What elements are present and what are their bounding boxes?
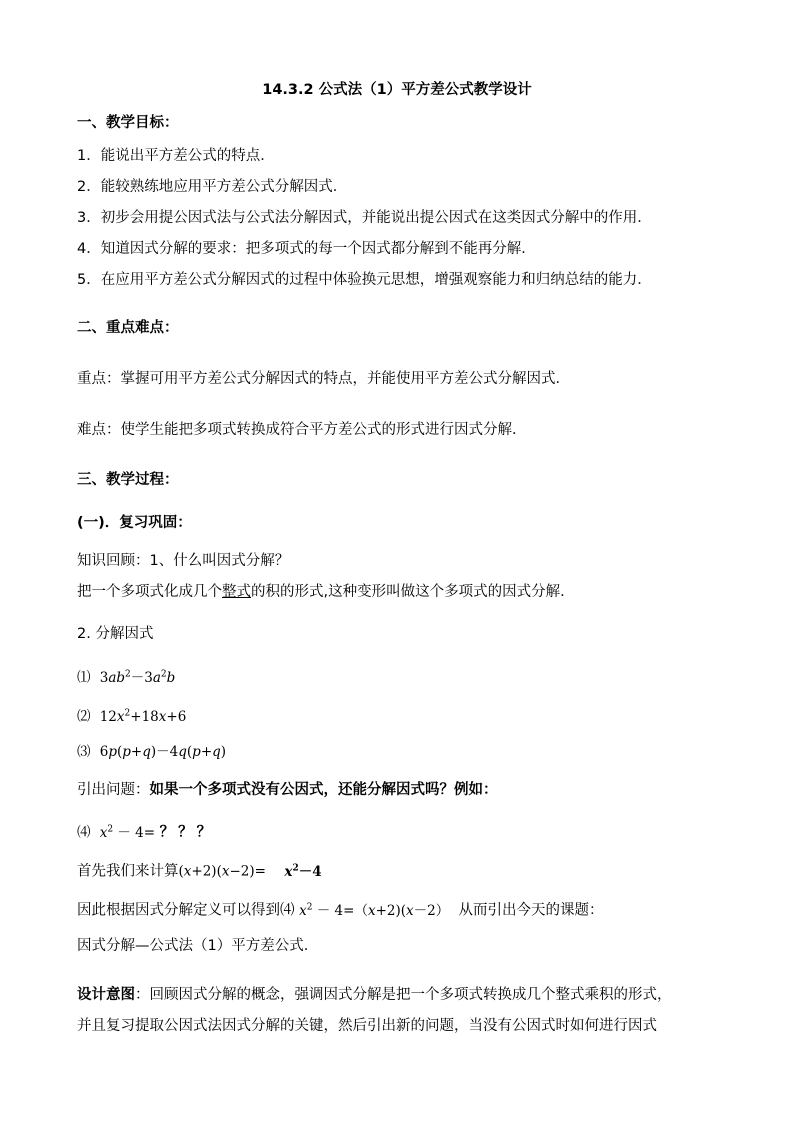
underlined-term: 整式 bbox=[222, 584, 251, 600]
topic-line: 因式分解—公式法（1）平方差公式. bbox=[77, 938, 309, 954]
goal-item: 5．在应用平方差公式分解因式的过程中体验换元思想，增强观察能力和归纳总结的能力． bbox=[77, 272, 652, 288]
goal-item: 3．初步会用提公因式法与公式法分解因式，并能说出提公因式在这类因式分解中的作用． bbox=[77, 210, 652, 226]
page-title: 14.3.2 公式法（1）平方差公式教学设计 bbox=[262, 82, 532, 98]
review-question: 知识回顾：1、什么叫因式分解？ bbox=[77, 553, 290, 569]
lead-question: 引出问题：如果一个多项式没有公因式，还能分解因式吗？例如： bbox=[77, 782, 498, 798]
review-answer: 把一个多项式化成几个整式的积的形式,这种变形叫做这个多项式的因式分解. bbox=[77, 584, 565, 600]
goal-item: 2．能较熟练地应用平方差公式分解因式． bbox=[77, 179, 348, 195]
design-intent-label: 设计意图 bbox=[77, 987, 135, 1003]
conclusion-line: 因此根据因式分解定义可以得到⑷ $x^2 - 4=(x+2)(x-2)$ 从而引出今天的课题： bbox=[77, 902, 604, 919]
exercise-3: ⑶ 6p(p+q)－4q(p+q) bbox=[77, 744, 227, 760]
exercise-4: ⑷ $x^2 - 4=$ ？？？ bbox=[77, 824, 216, 841]
section-heading-process: 三、教学过程： bbox=[77, 472, 179, 488]
section-heading-goals: 一、教学目标： bbox=[77, 115, 179, 131]
question-marks: ？？？ bbox=[159, 824, 216, 841]
exercise-1: ⑴ $3ab^2-3a^2b$ bbox=[77, 669, 176, 686]
exercise-2: ⑵ $12x^2+18x+6$ bbox=[77, 708, 187, 725]
design-intent-cont: 并且复习提取公因式法因式分解的关键，然后引出新的问题，当没有公因式时如何进行因式 bbox=[77, 1018, 657, 1034]
compute-line: 首先我们来计算(x+2)(x−2)= $x^2-4$ bbox=[77, 863, 322, 880]
key-point-text: 重点：掌握可用平方差公式分解因式的特点，并能使用平方差公式分解因式． bbox=[77, 371, 570, 387]
goal-item: 4．知道因式分解的要求：把多项式的每一个因式都分解到不能再分解． bbox=[77, 241, 536, 257]
exercise-heading: 2. 分解因式 bbox=[77, 626, 154, 642]
subsection-review: (一)．复习巩固： bbox=[77, 515, 192, 531]
goal-item: 1．能说出平方差公式的特点． bbox=[77, 148, 275, 164]
section-heading-keypoints: 二、重点难点： bbox=[77, 320, 179, 336]
difficult-point-text: 难点：使学生能把多项式转换成符合平方差公式的形式进行因式分解． bbox=[77, 422, 527, 438]
design-intent: 设计意图：回顾因式分解的概念，强调因式分解是把一个多项式转换成几个整式乘积的形式， bbox=[77, 987, 672, 1003]
